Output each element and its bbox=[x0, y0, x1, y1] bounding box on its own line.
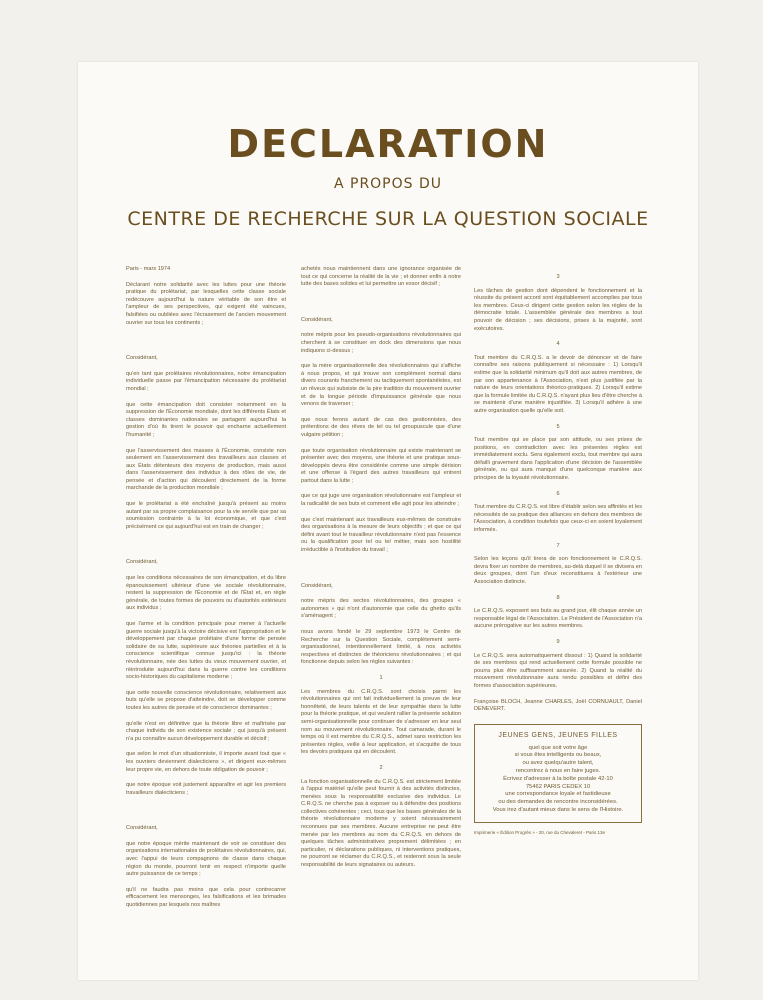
paragraph: que l'asservissement des masses à l'Économie, consiste non seulement en l'asservissement des travailleurs aux classes et aux États détenteurs des moyens de production, mais aussi dans l'asservissement des individus à des rôles de vie, de pensée et d'action qui découlent directement de la forme marchande de la production mondiale ; bbox=[126, 447, 286, 492]
paragraph: que notre époque mérite maintenant de voir se constituer des organisations internationales de prolétaires révolutionnaires, qui, avec l'appui de leurs compagnons de classe dans chaque région du monde, pourront tenir en respect n'importe quelle autre puissance de ce temps ; bbox=[126, 840, 286, 878]
notice-line: 75462 PARIS CEDEX 10 bbox=[525, 783, 591, 790]
column-2 bbox=[301, 266, 461, 878]
paragraph: que c'est maintenant aux travailleurs eux-mêmes de construire des organisations à la mesure de leurs objectifs ; et que ce qui défini avant tout le travailleur révolutionnaire n'est pas l'essence ou la qualification pour tel ou tel métier, mais son hostilité irréductible à l'institution du travail ; bbox=[301, 516, 461, 554]
rule-text: Les tâches de gestion dont dépendent le fonctionnement et la réussite du présent accord sont équitablement accomplies par tous les membres. Ceux-ci dirigent cette gestion selon les règles de la démocratie totale. L'assemblée générale des membres a tout pouvoir de décision ; ses décisions, prises à la majorité, sont exécutoires. bbox=[474, 287, 642, 332]
rule-text: Les membres du C.R.Q.S. sont choisis parmi les révolutionnaires qui ont fait individuellement la preuve de leur honnêteté, de leurs talents et de leur sympathie dans la lutte pour la théorie pratique, et qui veulent rallier la présente solution semi-organisationnelle pour continuer de s'adresser en leur seul nom au mouvement révolutionnaire. Tout camarade, durant le temps où il est membre du C.R.Q.S., admet sans restriction les présentes règles, veille à leur application, et s'acquitte de tous les devoirs pratiques qui en découlent. bbox=[301, 688, 461, 756]
notice-line: ou avez quelqu'autre talent, bbox=[522, 760, 594, 767]
paragraph: que notre époque voit justement apparaître et agir les premiers travailleurs dialecticiens ; bbox=[126, 782, 286, 796]
rule-text: Tout membre du C.R.Q.S. est libre d'établir selon ses affinités et les nécessités de sa pratique des alliances en dehors des membres de l'Association, à condition toutefois que ceux-ci en soient loyalement informés. bbox=[474, 504, 642, 534]
rule-number: 4 bbox=[556, 341, 560, 348]
section-heading: Considérant, bbox=[301, 316, 333, 323]
paragraph: que ce qui juge une organisation révolutionnaire est l'ampleur et la radicalité de ses buts et comment elle agit pour les atteindre ; bbox=[301, 493, 461, 508]
paragraph: qu'en tant que prolétaires révolutionnaires, notre émancipation individuelle passe par l'émancipation nécessaire du prolétariat mondial ; bbox=[126, 370, 286, 392]
signatories: Françoise BLOCH, Jeanne CHARLES, Joël CORNUAULT, Daniel DENEVERT. bbox=[474, 698, 642, 713]
notice-line: si vous êtes intelligents ou beaux, bbox=[514, 752, 602, 759]
notice-title: JEUNES GENS, JEUNES FILLES bbox=[498, 731, 618, 739]
paragraph: qu'il ne faudra pas moins que cela pour contrecarrer efficacement les mensonges, les falsifications et les brimades quotidiennes par lesquels nos maîtres bbox=[126, 886, 286, 909]
page-subtitle: A PROPOS DU bbox=[333, 176, 443, 192]
paragraph: que la mère organisationnelle des révolutionnaires qui s'affiche à nous propos, et qui trouve son complément normal dans divers courants franchement ou tactiquement spontanéistes, est un rêveux qui subsiste de la pire tradition du mouvement ouvrier et de la longue période d'impuissance générale que nous venons de traverser ; bbox=[301, 363, 461, 408]
poster-sheet bbox=[78, 62, 698, 980]
paragraph: notre mépris pour les pseudo-organisations révolutionnaires qui cherchent à se constituer en dock des dimensions que nous indiquons ci-dessus ; bbox=[301, 332, 461, 354]
rule-number: 9 bbox=[556, 638, 560, 645]
notice-box bbox=[474, 724, 642, 823]
paragraph: que cette nouvelle conscience révolutionnaire, relativement aux buts qu'elle se propose d'atteindre, doit se développer comme toutes les autres de pensée et de conscience dominantes ; bbox=[126, 689, 286, 711]
rule-number: 3 bbox=[556, 274, 560, 280]
paragraph: que cette émancipation doit consister notamment en la suppression de l'Économie mondiale, dont les différents États et classes dominantes nationales se partagent aujourd'hui la gestion d'où ils tirent le pouvoir qui encharne actuellement l'humanité ; bbox=[126, 401, 286, 438]
rule-text: Tout membre qui se place par son attitude, ou ses prises de positions, en contradiction avec les présentes règles est immédiatement exclu. Sera également exclu, tout membre qui aura défailli gravement dans l'application d'une décision de l'assemblée générale, ou qui aura manqué d'une quelconque manière aux principes de la loyauté révolutionnaire. bbox=[474, 437, 642, 482]
notice-line: ou des demandes de rencontre inconsidérées. bbox=[498, 799, 618, 806]
rule-text: Le C.R.Q.S. exposent ses buts au grand jour, élit chaque année un responsable légal de l'Association. Le Président de l'Association n'a aucune prérogative sur les autres membres. bbox=[474, 608, 642, 630]
notice-line: une correspondance loyale et fastidieuse bbox=[505, 791, 611, 798]
column-3 bbox=[474, 266, 642, 836]
rule-text: Le C.R.Q.S. sera automatiquement dissout : 1) Quand la solidarité de ses membres qui rend actuellement cette formule possible ne pourra plus être suffisamment assurée. 2) Quand la réalité du mouvement révolutionnaire aura rendu possibles et défini des formes d'association supérieures. bbox=[474, 652, 642, 689]
column-1 bbox=[126, 266, 286, 918]
rule-text: Selon les leçons qu'il tirera de son fonctionnement le C.R.Q.S. devra fixer un nombre de membres, au-delà duquel il se divisera en deux groupes, dont l'un d'eux reconstituera à l'extérieur une Association distincte. bbox=[474, 556, 642, 585]
paragraph: achetés nous maintiennent dans une ignorance organisée de tout ce qui concerne la réalité de la vie ; et donner enfin à notre lutte des bases solides et lui permettre un essor décisif ; bbox=[301, 266, 461, 288]
section-heading: Considérant, bbox=[126, 559, 158, 566]
notice-line: Vous irez d'autant mieux dans le sens de l'Histoire. bbox=[492, 806, 624, 813]
rule-number: 6 bbox=[556, 490, 560, 497]
paragraph: que le prolétariat a été enchaîné jusqu'à présent au moins autant par sa propre complaisance pour la vie servile que par sa soumission contrainte à la loi économique, et que c'est précisément ce qui aujourd'hui est en train de changer ; bbox=[126, 501, 286, 530]
rule-number: 5 bbox=[556, 423, 560, 430]
section-heading: Considérant, bbox=[301, 582, 333, 589]
page-headline: CENTRE DE RECHERCHE SUR LA QUESTION SOCIALE bbox=[127, 208, 649, 230]
paragraph: que l'arme et la condition principale pour mener à l'actuelle guerre sociale jusqu'à la victoire décisive est l'appropriation et le développement par chaque prolétaire d'une forme de pensée solidaire de sa lutte, supérieure aux théories partielles et à la conscience scientifique connue jusqu'ici : la théorie révolutionnaire, née des luttes du vieux mouvement ouvrier, et réintroduite aujourd'hui dans la guerre contre les conditions socio-historiques du capitalisme moderne ; bbox=[126, 621, 286, 681]
notice-line: Écrivez d'adresser à la boîte postale 42-10 bbox=[503, 775, 613, 782]
paragraph: que les conditions nécessaires de son émancipation, et du libre épanouissement ultérieur d'une vie sociale révolutionnaire, restent la suppression de l'Économie et de l'État et, en règle générale, de toutes formes de pouvoirs ou d'autorités extérieurs aux individus ; bbox=[126, 575, 286, 612]
notice-line: quel que soit votre âge bbox=[528, 744, 588, 751]
paragraph: nous avons fondé le 29 septembre 1973 le Centre de Recherche sur la Question Sociale, complètement semi-organisationnel, intentionnellement limité, à nos activités respectives et distinctes de théoriciens révolutionnaires ; et qui fonctionne depuis selon les règles suivantes : bbox=[301, 629, 461, 666]
rule-number: 1 bbox=[379, 674, 383, 681]
paragraph: notre mépris des sectes révolutionnaires, des groupes « autonomes » qui n'ont d'autonomie que celle du ghetto qu'ils s'aménagent ; bbox=[301, 598, 461, 620]
rule-number: 8 bbox=[556, 594, 560, 601]
paragraph: qu'elle n'est en définitive que la théorie libre et maîtrisée par chaque individu de son existence sociale ; qui jusqu'à présent n'a pu connaître aucun développement durable et décisif ; bbox=[126, 720, 286, 742]
page-title: DECLARATION bbox=[227, 122, 549, 166]
section-heading: Considérant, bbox=[126, 355, 158, 362]
rule-text: Tout membre du C.R.Q.S. a le devoir de dénoncer et de faire connaître ses raisons publiquement si nécessaire : 1) Lorsqu'il estime que la solidarité minimum qu'il doit aux autres membres, de par son appartenance à l'Association, n'est plus justifiée par la nature de leurs orientations théorico-pratiques. 2) Lorsqu'il estime que la formule limitée du C.R.Q.S. n'ayant plus lieu d'être cherche à se maintenir d'une manière injustifiée. 3) Lorsqu'il adhère à une autre organisation quelle qu'elle soit. bbox=[474, 354, 642, 414]
paragraph: Déclarant notre solidarité avec les luttes pour une théorie pratique du prolétariat, par lesquelles cette classe sociale redécouvre aujourd'hui la nature véritable de son être et l'ampleur de ses perspectives, qui exigent été vaincues, falsifiées ou oubliées avec l'écrasement de l'ancien mouvement ouvrier sur tous les continents ; bbox=[126, 281, 286, 326]
rule-number: 2 bbox=[379, 764, 383, 771]
paragraph: que nous ferons autant de cas des gestionnistes, des prétentions de des rêves de tel ou tel groupuscule que d'une vulgaire pétition ; bbox=[301, 416, 461, 438]
printer-imprint: Imprimerie « Édition Progrès » - 20, rue du Chevaleret - Paris 13e bbox=[474, 829, 606, 835]
section-heading: Considérant, bbox=[126, 825, 158, 832]
rule-text: La fonction organisationnelle du C.R.Q.S. est strictement limitée à l'appui matériel qu'elle peut fournir à des activités distinctes, menées sous la responsabilité exclusive des individus. Le C.R.Q.S. ne cherche pas à exposer ou à défendre des positions collectives cohérentes ; ceci, tous que les bases générales de la théorie révolutionnaire moderne y soient nécessairement reconnues par ses membres. Aucune entreprise ne peut être menée par les membres au nom du C.R.Q.S. en dehors de quelques tâches administratives proprement délimitées ; en particulier, ni déclarations publiques, ni interventions pratiques, ne pourront se réclamer du C.R.Q.S., et resteront sous la seule responsabilité de leurs signataires ou auteurs. bbox=[301, 778, 461, 869]
paragraph: que toute organisation révolutionnaire qui existe maintenant se présenter avec des moyens, une théorie et une pratique sous-développés devra être considérée comme une simple dérision et une offense à l'égard des autres travailleurs qui entrent partout dans la lutte ; bbox=[301, 447, 461, 484]
rule-number: 7 bbox=[556, 542, 560, 549]
notice-line: rencontrez à nous en faire juges. bbox=[515, 767, 601, 774]
date-line: Paris - mars 1974 bbox=[126, 266, 171, 272]
paragraph: que selon le mot d'un situationniste, il importe avant tout que « les ouvriers deviennent dialecticiens », et dirigent eux-mêmes leur propre vie, en dehors de toute obligation de pouvoir ; bbox=[126, 751, 286, 773]
